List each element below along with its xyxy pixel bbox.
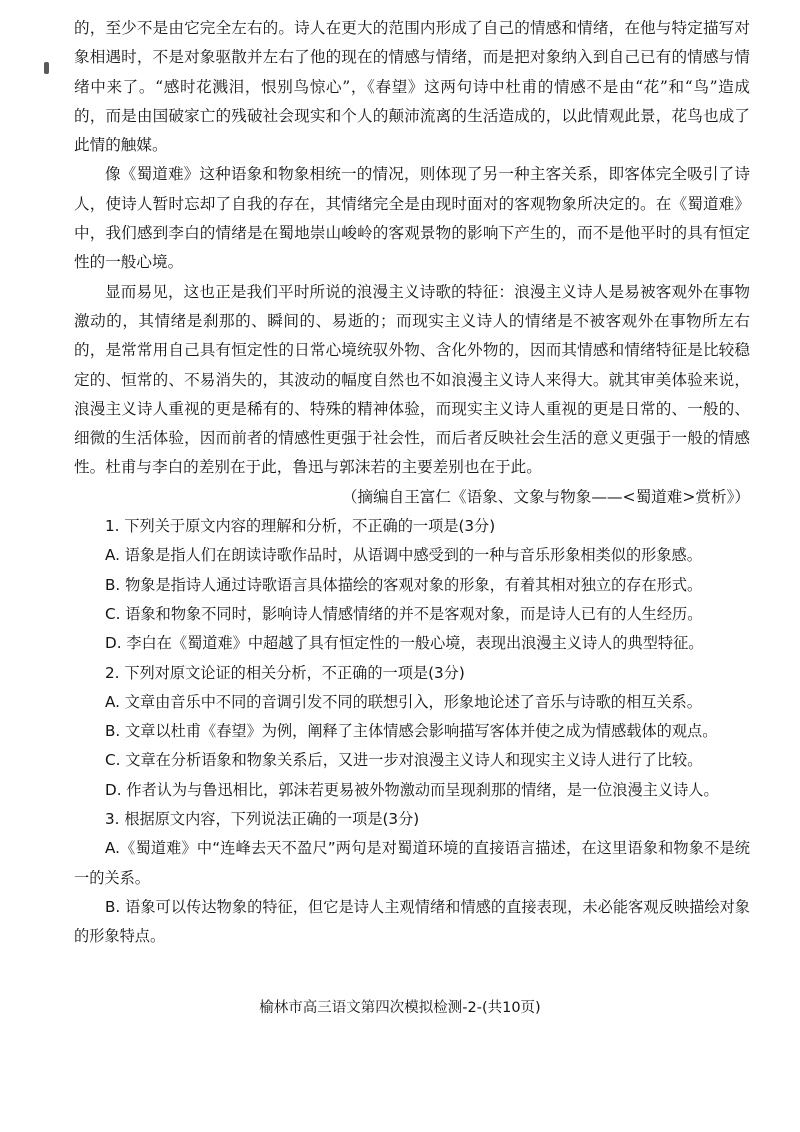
passage-source: （摘编自王富仁《语象、文象与物象——<蜀道难>赏析》） <box>341 487 750 506</box>
question-1-option-b: B. 物象是指诗人通过诗歌语言具体描绘的客观对象的形象，有着其相对独立的存在形式。 <box>105 575 703 594</box>
scan-margin-mark <box>44 62 49 74</box>
question-2-option-a: A. 文章由音乐中不同的音调引发不同的联想引入，形象地论述了音乐与诗歌的相互关系。 <box>105 692 702 711</box>
question-3-option-b: B. 语象可以传达物象的特征，但它是诗人主观情绪和情感的直接表现，未必能客观反映描绘对象的形象特点。 <box>74 897 750 946</box>
page-footer: 榆林市高三语文第四次模拟检测-2-(共10页) <box>259 1000 541 1016</box>
question-2-stem: 2. 下列对原文论证的相关分析，不正确的一项是(3分) <box>105 663 465 682</box>
passage-paragraph-3: 显而易见，这也正是我们平时所说的浪漫主义诗歌的特征：浪漫主义诗人是易被客观外在事物激动的，其情绪是刹那的、瞬间的、易逝的；而现实主义诗人的情绪是不被客观外在事物所左右的，是常常用自己具有恒定性的日常心境统驭外物、含化外物的，因而其情感和情绪特征是比较稳定的、恒常的、不易消失的，其波动的幅度自然也不如浪漫主义诗人来得大。就其审美体验来说，浪漫主义诗人重视的更是稀有的、特殊的精神体验，而现实主义诗人重视的更是日常的、一般的、细微的生活体验，因而前者的情感性更强于社会性，而后者反映社会生活的意义更强于一般的情感性。杜甫与李白的差别在于此，鲁迅与郭沫若的主要差别也在于此。 <box>74 282 750 477</box>
question-1-stem: 1. 下列关于原文内容的理解和分析，不正确的一项是(3分) <box>105 517 496 536</box>
question-2-option-b: B. 文章以杜甫《春望》为例，阐释了主体情感会影响描写客体并使之成为情感载体的观点。 <box>105 722 718 741</box>
question-1-option-c: C. 语象和物象不同时，影响诗人情感情绪的并不是客观对象，而是诗人已有的人生经历。 <box>105 604 703 623</box>
passage-paragraph-1: 的，至少不是由它完全左右的。诗人在更大的范围内形成了自己的情感和情绪，在他与特定描写对象相遇时，不是对象驱散并左右了他的现在的情感与情绪，而是把对象纳入到自己已有的情感与情绪中来了。“感时花溅泪，恨别鸟惊心”，《春望》这两句诗中杜甫的情感不是由“花”和“鸟”造成的，而是由国破家亡的残破社会现实和个人的颠沛流离的生活造成的，以此情观此景，花鸟也成了此情的触媒。 <box>74 19 750 155</box>
question-1-option-a: A. 语象是指人们在朗读诗歌作品时，从语调中感受到的一种与音乐形象相类似的形象感。 <box>105 546 702 565</box>
question-1-option-d: D. 李白在《蜀道难》中超越了具有恒定性的一般心境，表现出浪漫主义诗人的典型特征。 <box>105 634 704 653</box>
reading-passage <box>74 14 750 952</box>
question-2-option-d: D. 作者认为与鲁迅相比，郭沫若更易被外物激动而呈现刹那的情绪，是一位浪漫主义诗人。 <box>105 780 719 799</box>
passage-paragraph-2: 像《蜀道难》这种语象和物象相统一的情况，则体现了另一种主客关系，即客体完全吸引了诗人，使诗人暂时忘却了自我的存在，其情绪完全是由现时面对的客观物象所决定的。在《蜀道难》中，我们感到李白的情绪是在蜀地崇山峻岭的客观景物的影响下产生的，而不是他平时的具有恒定性的一般心境。 <box>74 165 750 272</box>
question-3-stem: 3. 根据原文内容，下列说法正确的一项是(3分) <box>105 810 420 829</box>
question-3-option-a: A.《蜀道难》中“连峰去天不盈尺”两句是对蜀道环境的直接语言描述，在这里语象和物象不是统一的关系。 <box>74 839 750 887</box>
question-2-option-c: C. 文章在分析语象和物象关系后，又进一步对浪漫主义诗人和现实主义诗人进行了比较。 <box>105 751 703 770</box>
